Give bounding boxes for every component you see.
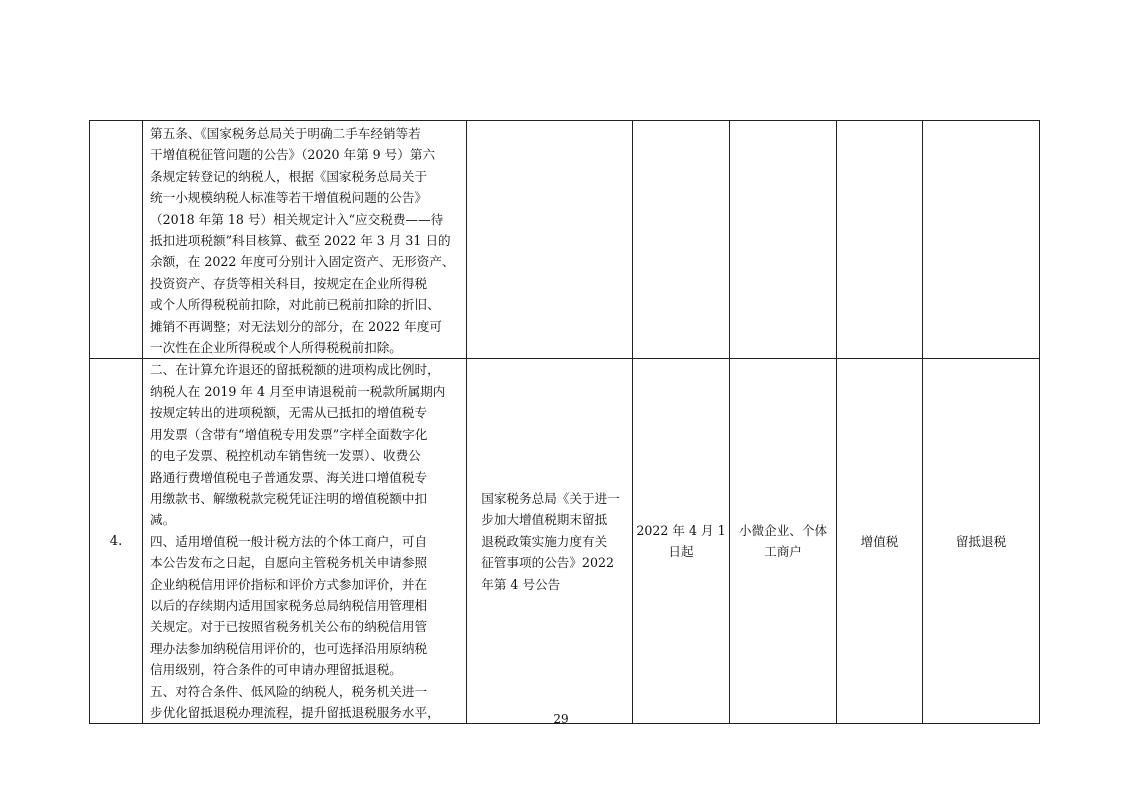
- document-line: 国家税务总局《关于进一: [481, 490, 620, 506]
- table-row: [90, 121, 1040, 359]
- content-line: 摊销不再调整；对无法划分的部分，在 2022 年度可: [150, 318, 442, 334]
- content-line: 信用级别，符合条件的可申请办理留抵退税。: [150, 662, 402, 678]
- content-line: 或个人所得税税前扣除，对此前已税前扣除的折旧、: [150, 297, 440, 313]
- content-line: 用发票（含带有“增值税专用发票”字样全面数字化: [150, 426, 428, 442]
- document-line: 年第 4 号公告: [481, 576, 561, 592]
- table-row: [90, 359, 1040, 724]
- content-line: 抵扣进项税额”科目核算、截至 2022 年 3 月 31 日的: [150, 233, 451, 249]
- document-line: 征管事项的公告》2022: [481, 555, 615, 571]
- content-line: 余额，在 2022 年度可分别计入固定资产、无形资产、: [150, 254, 455, 270]
- content-line: 企业纳税信用评价指标和评价方式参加评价，并在: [150, 576, 428, 592]
- content-line: 二、在计算允许退还的留抵税额的进项构成比例时，: [150, 362, 440, 378]
- content-line: 五、对符合条件、低风险的纳税人，税务机关进一: [150, 683, 428, 699]
- content-line: 统一小规模纳税人标准等若干增值税问题的公告》: [150, 190, 428, 206]
- date-line: 日起: [668, 544, 694, 560]
- object-line: 工商户: [764, 544, 802, 560]
- content-line: 纳税人在 2019 年 4 月至申请退税前一税款所属期内: [150, 383, 446, 399]
- content-line: 以后的存续期内适用国家税务总局纳税信用管理相: [150, 597, 428, 613]
- policy-table: [89, 120, 1040, 724]
- content-line: 干增值税征管问题的公告》（2020 年第 9 号）第六: [150, 147, 436, 163]
- date-cell: [633, 359, 730, 724]
- date-cell: [633, 121, 730, 359]
- document-line: 步加大增值税期末留抵: [481, 512, 608, 528]
- tax-item-cell: 留抵退税: [923, 359, 1040, 724]
- tax-type-cell: 增值税: [837, 359, 923, 724]
- object-cell: [730, 121, 837, 359]
- content-line: 理办法参加纳税信用评价的，也可选择沿用原纳税: [150, 640, 428, 656]
- content-line: 一次性在企业所得税或个人所得税税前扣除。: [150, 340, 402, 356]
- content-line: （2018 年第 18 号）相关规定计入“应交税费——待: [150, 211, 444, 227]
- content-line: 第五条、《国家税务总局关于明确二手车经销等若: [150, 126, 421, 141]
- page-number: 29: [553, 712, 569, 726]
- content-line: 投资资产、存货等相关科目，按规定在企业所得税: [150, 275, 428, 291]
- tax-type-cell: [837, 121, 923, 359]
- policy-content-cell: [143, 359, 467, 724]
- date-line: 2022 年 4 月 1: [636, 523, 726, 539]
- content-line: 的电子发票、税控机动车销售统一发票）、收费公: [150, 448, 421, 464]
- object-line: 小微企业、个体: [738, 523, 828, 539]
- tax-item-cell: [923, 121, 1040, 359]
- content-line: 按规定转出的进项税额，无需从已抵扣的增值税专: [150, 405, 428, 421]
- content-line: 步优化留抵退税办理流程，提升留抵退税服务水平，: [150, 704, 440, 720]
- content-line: 路通行费增值税电子普通发票、海关进口增值税专: [150, 469, 428, 485]
- content-line: 关规定。对于已按照省税务机关公布的纳税信用管: [150, 619, 428, 635]
- object-cell: [730, 359, 837, 724]
- content-line: 减。: [150, 512, 176, 528]
- policy-content-cell: [143, 121, 467, 359]
- document-cell: [467, 359, 633, 724]
- row-number-cell: 4.: [90, 359, 143, 724]
- content-line: 四、适用增值税一般计税方法的个体工商户，可自: [150, 533, 428, 549]
- row-number-cell: [90, 121, 143, 359]
- document-cell: [467, 121, 633, 359]
- content-line: 用缴款书、解缴税款完税凭证注明的增值税额中扣: [150, 490, 428, 506]
- content-line: 条规定转登记的纳税人，根据《国家税务总局关于: [150, 168, 428, 184]
- document-line: 退税政策实施力度有关: [481, 533, 608, 549]
- content-line: 本公告发布之日起，自愿向主管税务机关申请参照: [150, 555, 428, 571]
